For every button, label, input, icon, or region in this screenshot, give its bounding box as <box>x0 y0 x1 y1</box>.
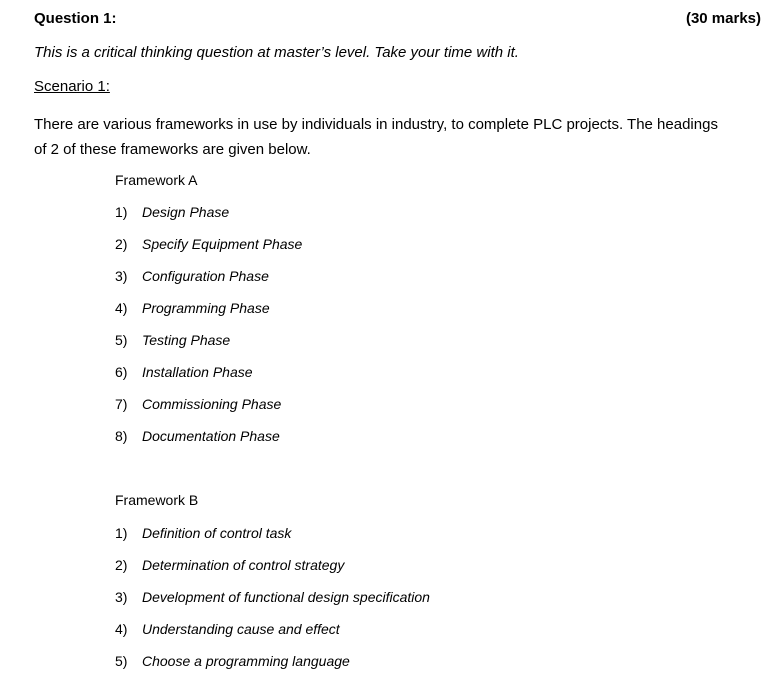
list-item-number: 8) <box>115 428 128 444</box>
scenario-paragraph: There are various frameworks in use by individuals in industry, to complete PLC projects. The headings of 2 of these frameworks are given below. <box>34 116 718 158</box>
list-item <box>115 364 302 396</box>
list-item <box>115 204 302 236</box>
list-item-label: Testing Phase <box>142 332 231 348</box>
list-item-number: 7) <box>115 396 128 412</box>
list-item-label: Definition of control task <box>142 525 292 541</box>
list-item-label: Documentation Phase <box>142 428 280 444</box>
question-intro: This is a critical thinking question at master’s level. Take your time with it. <box>34 44 519 61</box>
list-item <box>115 525 430 557</box>
list-item-label: Choose a programming language <box>142 653 350 669</box>
framework-b-title: Framework B <box>115 492 199 508</box>
list-item-number: 2) <box>115 236 128 252</box>
list-item-label: Programming Phase <box>142 300 270 316</box>
list-item-number: 5) <box>115 653 128 669</box>
list-item <box>115 268 302 300</box>
framework-a-title: Framework A <box>115 172 198 188</box>
framework-b-list <box>115 525 430 685</box>
list-item <box>115 332 302 364</box>
list-item-label: Understanding cause and effect <box>142 621 340 637</box>
list-item-number: 6) <box>115 364 128 380</box>
list-item-label: Installation Phase <box>142 364 253 380</box>
list-item-number: 5) <box>115 332 128 348</box>
question-marks: (30 marks) <box>685 10 761 27</box>
list-item-number: 1) <box>115 525 128 541</box>
list-item-label: Determination of control strategy <box>142 557 345 573</box>
list-item-label: Specify Equipment Phase <box>142 236 303 252</box>
scenario-label: Scenario 1: <box>34 78 110 95</box>
list-item <box>115 428 302 460</box>
list-item-number: 2) <box>115 557 128 573</box>
list-item <box>115 236 302 268</box>
framework-a-list <box>115 204 302 460</box>
list-item-label: Configuration Phase <box>142 268 269 284</box>
list-item <box>115 621 430 653</box>
list-item-number: 3) <box>115 268 128 284</box>
list-item-number: 3) <box>115 589 128 605</box>
question-heading: Question 1: <box>34 10 117 27</box>
list-item-label: Design Phase <box>142 204 230 220</box>
list-item-label: Commissioning Phase <box>142 396 282 412</box>
list-item <box>115 589 430 621</box>
list-item <box>115 300 302 332</box>
list-item-number: 4) <box>115 300 128 316</box>
list-item <box>115 557 430 589</box>
list-item <box>115 396 302 428</box>
list-item-number: 1) <box>115 204 128 220</box>
list-item-label: Development of functional design specification <box>142 589 430 605</box>
list-item <box>115 653 430 685</box>
list-item-number: 4) <box>115 621 128 637</box>
